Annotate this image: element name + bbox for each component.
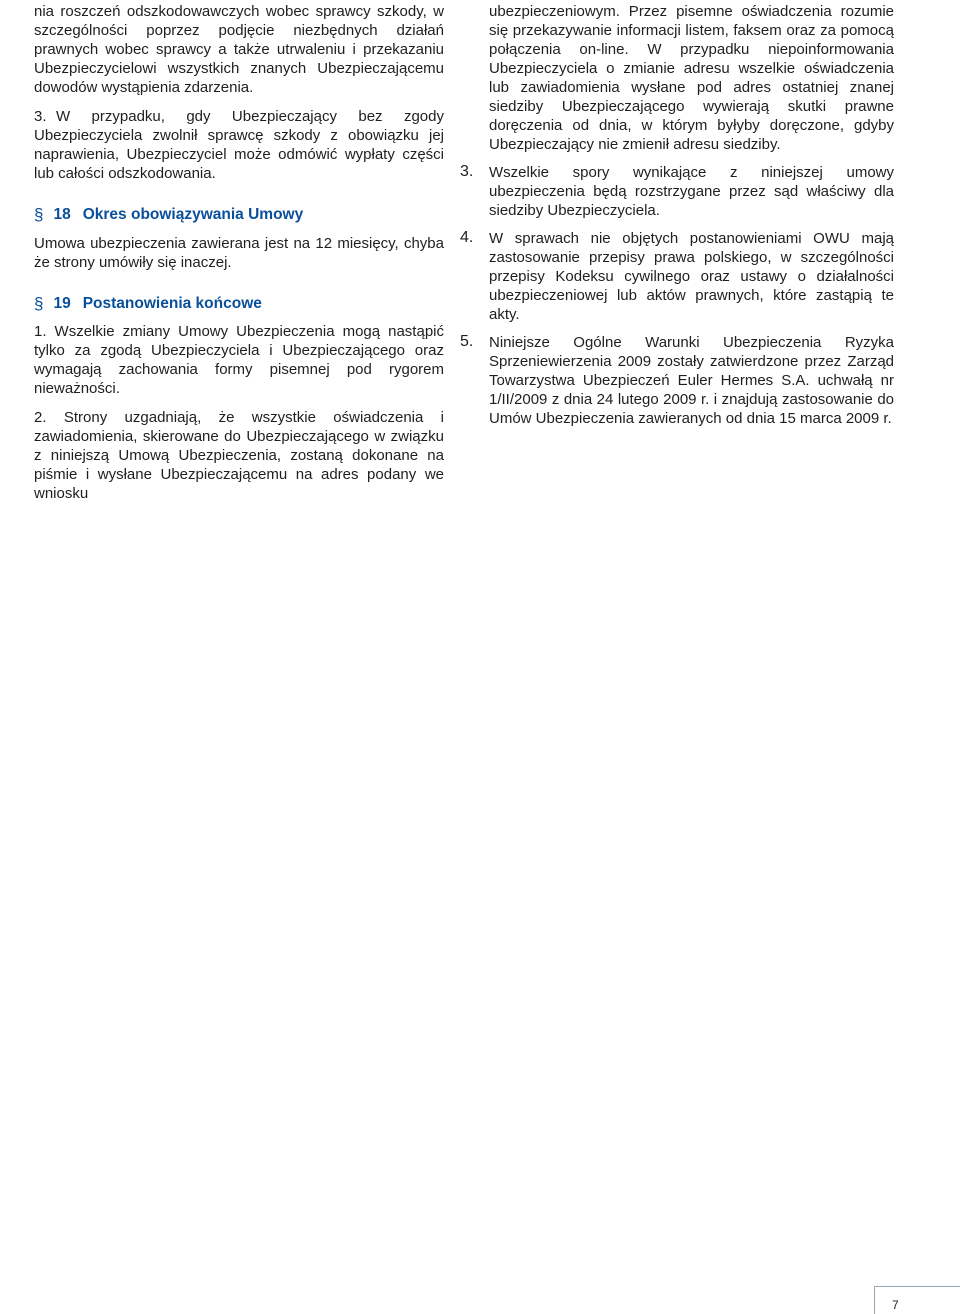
list-item-3-text: Wszelkie spory wynikające z niniejszej umowy ubezpieczenia będą rozstrzygane przez sąd właściwy dla siedziby Ubezpieczyciela. <box>489 164 894 219</box>
list-item-3 <box>460 163 894 220</box>
list-item-5-number: 5. <box>460 333 474 350</box>
list-item-5 <box>460 333 894 428</box>
list-item-3 <box>34 107 444 183</box>
right-column <box>460 0 894 428</box>
list-item-1 <box>34 322 444 398</box>
list-item-3-number: 3. <box>34 108 47 125</box>
list-item-4-number: 4. <box>460 229 474 246</box>
continuation-paragraph: ubezpieczeniowym. Przez pisemne oświadczenia rozumie się przekazywanie informacji listem, faksem oraz za pomocą połączenia on-line. W przypadku niepoinformowania Ubezpieczyciela o zmianie adresu wszelkie oświadczenia lub zawiadomienia wysłane pod adres ostatniej znanej siedziby Ubezpieczającego wywierają skutki prawne doręczenia od dnia, w którym byłyby doręczone, gdyby Ubezpieczający nie zmienił adresu siedziby. <box>489 3 894 153</box>
list-item-2-text: Strony uzgadniają, że wszystkie oświadczenia i zawiadomienia, skierowane do Ubezpieczającego w związku z niniejszą Umową Ubezpieczenia, zostaną dokonane na piśmie i wysłane Ubezpieczającemu na adres podany we wniosku <box>34 409 444 502</box>
list-item-2-number: 2. <box>34 409 47 426</box>
continuation-paragraph: nia roszczeń odszkodowawczych wobec sprawcy szkody, w szczególności poprzez podjęcie niezbędnych działań prawnych wobec sprawcy a także utrwaleniu i przekazaniu Ubezpieczycielowi wszystkich znanych Ubezpieczającemu dowodów wystąpienia zdarzenia. <box>34 3 444 96</box>
list-item-3-number: 3. <box>460 163 474 180</box>
paragraph-sign-icon: § <box>34 205 44 224</box>
left-column <box>34 0 444 503</box>
section-18-title: Okres obowiązywania Umowy <box>82 206 304 223</box>
paragraph-sign-icon: § <box>34 294 44 313</box>
footer-divider-vertical <box>874 1286 875 1314</box>
section-19-title: Postanowienia końcowe <box>82 295 262 312</box>
section-18-heading <box>34 205 444 225</box>
section-18-number: 18 <box>53 206 71 223</box>
list-item-5-text: Niniejsze Ogólne Warunki Ubezpieczenia Ryzyka Sprzeniewierzenia 2009 zostały zatwierdzone przez Zarząd Towarzystwa Ubezpieczeń Euler Hermes S.A. uchwałą nr 1/II/2009 z dnia 24 lutego 2009 r. i znajdują zastosowanie do Umów Ubezpieczenia zawieranych od dnia 15 marca 2009 r. <box>489 334 894 427</box>
list-item-2 <box>34 408 444 503</box>
list-item-3-text: 3. W przypadku, gdy Ubezpieczający bez zgody Ubezpieczyciela zwolnił sprawcę szkody z obowiązku jej naprawienia, Ubezpieczyciel może odmówić wypłaty części lub całości odszkodowania. <box>34 108 444 182</box>
section-19-heading <box>34 294 444 314</box>
list-item-1-text: Wszelkie zmiany Umowy Ubezpieczenia mogą nastąpić tylko za zgodą Ubezpieczyciela i Ubezpieczającego oraz wymagają zachowania formy pisemnej pod rygorem nieważności. <box>34 323 444 397</box>
list-item-1-number: 1. <box>34 323 47 340</box>
list-item-4-text: W sprawach nie objętych postanowieniami OWU mają zastosowanie przepisy prawa polskiego, w szczególności przepisy Kodeksu cywilnego oraz ustawy o działalności ubezpieczeniowej lub aktów prawnych, które zastąpią te akty. <box>489 230 894 323</box>
section-19-number: 19 <box>53 295 71 312</box>
footer-divider-horizontal <box>874 1286 960 1287</box>
page-number: 7 <box>892 1298 899 1312</box>
section-18-text: Umowa ubezpieczenia zawierana jest na 12 miesięcy, chyba że strony umówiły się inaczej. <box>34 235 444 271</box>
list-item-4 <box>460 229 894 324</box>
